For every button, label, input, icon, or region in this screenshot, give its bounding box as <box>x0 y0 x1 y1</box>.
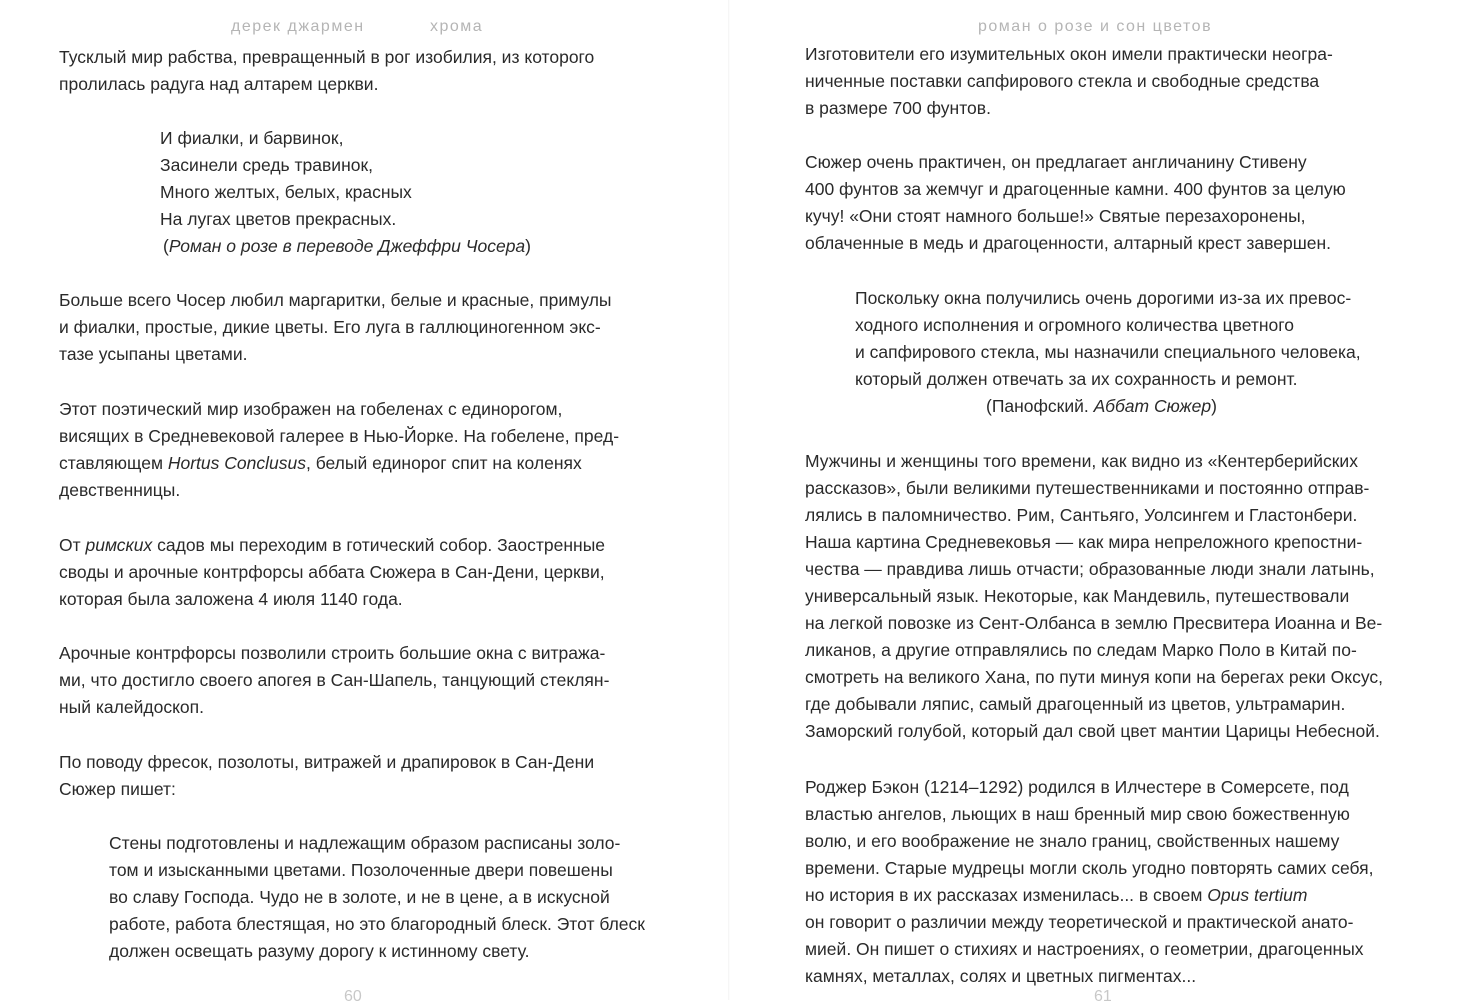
left-page <box>0 0 729 1005</box>
paragraph <box>805 448 1383 745</box>
text-line: ми, что достигло своего апогея в Сан-Шапель, танцующий стеклян- <box>59 670 610 690</box>
source-author: (Панофский. <box>986 396 1094 416</box>
page-number: 61 <box>1094 988 1112 1005</box>
right-page <box>729 0 1459 1005</box>
text-line: Сюжер пишет: <box>59 779 176 799</box>
text-line: ниченные поставки сапфирового стекла и свободные средства <box>805 71 1320 91</box>
paragraph <box>59 44 594 98</box>
paragraph <box>59 532 605 613</box>
poem-source <box>160 233 531 260</box>
quote-source <box>855 393 1361 420</box>
poem-line: Засинели средь травинок, <box>160 155 373 175</box>
text-line: Больше всего Чосер любил маргаритки, белые и красные, примулы <box>59 290 612 310</box>
text-run: От <box>59 535 86 555</box>
running-head-author: дерек джармен <box>231 18 365 35</box>
paragraph <box>59 749 594 803</box>
text-line: Роджер Бэкон (1214–1292) родился в Илчестере в Сомерсете, под <box>805 777 1349 797</box>
text-line: тазе усыпаны цветами. <box>59 344 248 364</box>
text-line: висящих в Средневековой галерее в Нью-Йорке. На гобелене, пред- <box>59 426 620 446</box>
quote-line: Стены подготовлены и надлежащим образом расписаны золо- <box>109 833 621 853</box>
text-run: но история в их рассказах изменилась... в своем <box>805 885 1208 905</box>
text-line: девственницы. <box>59 480 181 500</box>
source-title: Аббат Сюжер <box>1093 396 1212 416</box>
text-line: универсальный язык. Некоторые, как Мандевиль, путешествовали <box>805 586 1350 606</box>
quote-line: должен освещать разуму дорогу к истинному свету. <box>109 941 530 961</box>
text-line: которая была заложена 4 июля 1140 года. <box>59 589 403 609</box>
text-line: камнях, металлах, солях и цветных пигментах... <box>805 966 1197 986</box>
poem-line: Много желтых, белых, красных <box>160 182 412 202</box>
poem-line: На лугах цветов прекрасных. <box>160 209 397 229</box>
text-line: времени. Старые мудрецы могли сколь угодно повторять самих себя, <box>805 858 1374 878</box>
paragraph <box>59 396 619 504</box>
paren-close: ) <box>1211 396 1217 416</box>
quote-line: и сапфирового стекла, мы назначили специального человека, <box>855 342 1361 362</box>
running-head-title: хрома <box>430 18 484 35</box>
text-line: По поводу фресок, позолоты, витражей и драпировок в Сан-Дени <box>59 752 595 772</box>
text-run: , белый единорог спит на коленях <box>305 453 582 473</box>
text-line: и фиалки, простые, дикие цветы. Его луга в галлюциногенном экс- <box>59 317 601 337</box>
text-line: Мужчины и женщины того времени, как видно из «Кентерберийских <box>805 451 1358 471</box>
text-line: смотреть на великого Хана, по пути минуя копи на берегах реки Оксус, <box>805 667 1384 687</box>
text-line: Изготовители его изумительных окон имели практически неогра- <box>805 44 1333 64</box>
text-line: Заморский голубой, который дал свой цвет мантии Царицы Небесной. <box>805 721 1380 741</box>
italic-term: Opus tertium <box>1207 885 1308 905</box>
paragraph <box>59 640 609 721</box>
text-line: рассказов», были великими путешественниками и постоянно отправ- <box>805 478 1370 498</box>
text-line <box>805 882 1374 909</box>
paren-open: ( <box>163 236 169 256</box>
text-line: ликанов, а другие отправлялись по следам Марко Поло в Китай по- <box>805 640 1357 660</box>
paren-close: ) <box>525 236 531 256</box>
text-line: на легкой повозке из Сент-Олбанса в землю Пресвитера Иоанна и Ве- <box>805 613 1383 633</box>
running-head-title: роман о розе и сон цветов <box>978 18 1213 35</box>
quote-line: который должен отвечать за их сохранность и ремонт. <box>855 369 1298 389</box>
paragraph <box>805 149 1346 257</box>
text-line: лялись в паломничество. Рим, Сантьяго, Уолсингем и Гластонбери. <box>805 505 1358 525</box>
text-line: властью ангелов, льющих в наш бренный мир свою божественную <box>805 804 1350 824</box>
text-line: Арочные контрфорсы позволили строить большие окна с витража- <box>59 643 606 663</box>
text-line: Тусклый мир рабства, превращенный в рог изобилия, из которого <box>59 47 595 67</box>
block-quote <box>855 285 1361 420</box>
text-line: Сюжер очень практичен, он предлагает англичанину Стивену <box>805 152 1307 172</box>
italic-term: Hortus Conclusus <box>167 453 306 473</box>
text-line <box>59 532 605 559</box>
text-line: кучу! «Они стоят намного больше!» Святые перезахоронены, <box>805 206 1306 226</box>
poem <box>160 125 531 260</box>
page-number: 60 <box>344 988 362 1005</box>
paragraph <box>805 41 1333 122</box>
paragraph <box>59 287 612 368</box>
text-line: волю, и его воображение не знало границ, свойственных нашему <box>805 831 1340 851</box>
paragraph <box>805 774 1374 990</box>
text-line <box>59 450 619 477</box>
quote-line: ходного исполнения и огромного количества цветного <box>855 315 1294 335</box>
text-line: где добывали ляпис, самый драгоценный из цветов, ультрамарин. <box>805 694 1346 714</box>
block-quote <box>109 830 645 965</box>
text-run: садов мы переходим в готический собор. Заостренные <box>152 535 606 555</box>
italic-term: римских <box>85 535 153 555</box>
text-line: в размере 700 фунтов. <box>805 98 991 118</box>
text-line: он говорит о различии между теоретической и практической анато- <box>805 912 1354 932</box>
text-line: мией. Он пишет о стихиях и настроениях, о геометрии, драгоценных <box>805 939 1364 959</box>
text-line: Наша картина Средневековья — как мира непреложного крепостни- <box>805 532 1363 552</box>
source-title: Роман о розе в переводе Джеффри Чосера <box>168 236 526 256</box>
quote-line: во славу Господа. Чудо не в золоте, и не в цене, а в искусной <box>109 887 610 907</box>
poem-line: И фиалки, и барвинок, <box>160 128 344 148</box>
quote-line: том и изысканными цветами. Позолоченные двери повешены <box>109 860 613 880</box>
text-line: ный калейдоскоп. <box>59 697 204 717</box>
text-line: чества — правдива лишь отчасти; образованные люди знали латынь, <box>805 559 1375 579</box>
text-line: пролилась радуга над алтарем церкви. <box>59 74 379 94</box>
text-line: Этот поэтический мир изображен на гобеленах с единорогом, <box>59 399 563 419</box>
text-line: 400 фунтов за жемчуг и драгоценные камни. 400 фунтов за целую <box>805 179 1346 199</box>
quote-line: Поскольку окна получились очень дорогими из-за их превос- <box>855 288 1352 308</box>
text-line: облаченные в медь и драгоценности, алтарный крест завершен. <box>805 233 1332 253</box>
quote-line: работе, работа блестящая, но это благородный блеск. Этот блеск <box>109 914 645 934</box>
text-line: своды и арочные контрфорсы аббата Сюжера в Сан-Дени, церкви, <box>59 562 605 582</box>
text-run: ставляющем <box>59 453 168 473</box>
